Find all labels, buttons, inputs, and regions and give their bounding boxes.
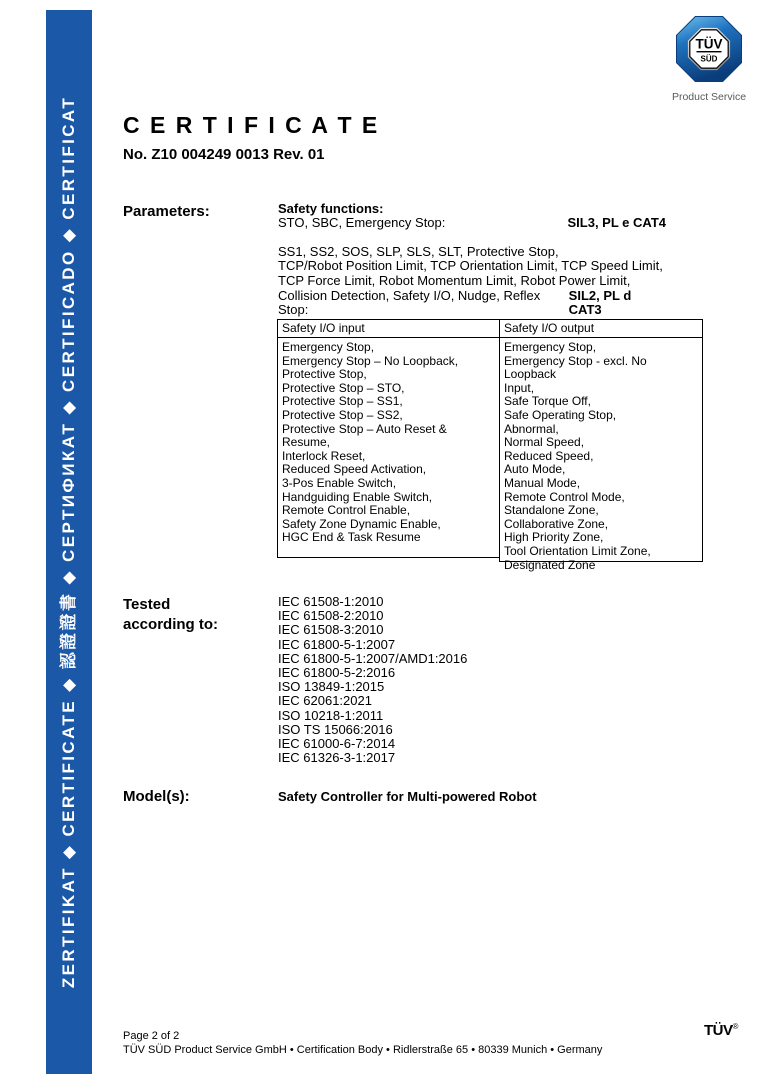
list-item: Designated Zone: [504, 557, 596, 572]
footer-tuv-mark: [704, 1022, 738, 1039]
list-item: Emergency Stop - excl. No Loopback: [504, 353, 647, 382]
footer-tuv-text: TÜV: [704, 1022, 733, 1039]
list-item: Protective Stop – SS1,: [282, 394, 403, 409]
list-item: Protective Stop,: [282, 367, 367, 382]
list-item: IEC 61000-6-7:2014: [278, 736, 396, 752]
list-item: Safe Torque Off,: [504, 394, 591, 409]
list-item: Remote Control Enable,: [282, 503, 411, 518]
safety-io-table: [277, 319, 703, 572]
list-item: Remote Control Mode,: [504, 489, 625, 504]
tested-label-line-1: Tested: [123, 596, 171, 613]
list-item: IEC 61800-5-1:2007: [278, 636, 396, 652]
logo-caption: Product Service: [671, 91, 747, 103]
list-item: Protective Stop – SS2,: [282, 407, 403, 422]
tuv-sud-logo: [676, 16, 742, 82]
list-item: Emergency Stop,: [282, 340, 375, 354]
list-item: Standalone Zone,: [504, 503, 599, 518]
list-item: ISO 10218-1:2011: [278, 707, 384, 723]
models-value: Safety Controller for Multi-powered Robot: [278, 789, 537, 804]
list-item: Reduced Speed Activation,: [282, 462, 427, 477]
list-item: Safe Operating Stop,: [504, 407, 617, 422]
list-item: Input,: [504, 380, 535, 395]
tuv-sud-octagon-icon: [676, 16, 742, 82]
list-item: Normal Speed,: [504, 435, 585, 450]
list-item: Reduced Speed,: [504, 448, 594, 463]
list-item: Emergency Stop,: [504, 340, 597, 354]
certificate-number: No. Z10 004249 0013 Rev. 01: [123, 146, 325, 163]
io-input-header-cell: Safety I/O input: [277, 319, 500, 338]
list-item: Interlock Reset,: [282, 448, 366, 463]
safety-functions-paragraph: [278, 245, 678, 289]
list-item: Collaborative Zone,: [504, 516, 609, 531]
io-output-list-cell: [499, 337, 703, 572]
io-input-list-cell: [277, 337, 500, 558]
safety-functions-heading: Safety functions:: [278, 201, 384, 216]
logo-sued-text: SÜD: [700, 54, 718, 64]
list-item: High Priority Zone,: [504, 530, 604, 545]
footer-company-line: TÜV SÜD Product Service GmbH • Certification Body • Ridlerstraße 65 • 80339 Munich • Germany: [123, 1044, 603, 1056]
list-item: Protective Stop – Auto Reset & Resume,: [282, 421, 447, 450]
list-item: Handguiding Enable Switch,: [282, 489, 433, 504]
safety-functions-line-last-text: Collision Detection, Safety I/O, Nudge, Reflex Stop:: [278, 287, 541, 317]
registered-trademark-symbol: ®: [732, 1022, 738, 1031]
list-item: Emergency Stop – No Loopback,: [282, 353, 459, 368]
parameters-label: Parameters:: [123, 203, 210, 220]
list-item: Safety Zone Dynamic Enable,: [282, 516, 441, 531]
footer-page-number: Page 2 of 2: [123, 1030, 180, 1042]
list-item: TCP/Robot Position Limit, TCP Orientation Limit, TCP Speed Limit,: [278, 258, 663, 273]
list-item: IEC 62061:2021: [278, 693, 372, 709]
safety-functions-line-1: [278, 216, 666, 231]
list-item: Auto Mode,: [504, 462, 566, 477]
standards-list: [278, 595, 467, 765]
list-item: IEC 61508-3:2010: [278, 622, 384, 638]
side-band-multilingual-text: ZERTIFIKAT ◆ CERTIFICATE ◆ 認證證書 ◆ СЕРТИФИКАТ ◆ CERTIFICADO ◆ CERTIFICAT: [59, 95, 78, 989]
tested-according-label: [123, 595, 218, 635]
certificate-title: C E R T I F I C A T E: [123, 112, 380, 138]
list-item: Tool Orientation Limit Zone,: [504, 543, 651, 558]
list-item: Protective Stop – STO,: [282, 380, 405, 395]
list-item: IEC 61800-5-2:2016: [278, 665, 396, 681]
list-item: Abnormal,: [504, 421, 559, 436]
list-item: 3-Pos Enable Switch,: [282, 475, 397, 490]
sil2-rating: SIL2, PL d CAT3: [568, 287, 632, 317]
models-label: Model(s):: [123, 788, 190, 805]
logo-divider-line: [697, 51, 722, 52]
list-item: TCP Force Limit, Robot Momentum Limit, Robot Power Limit,: [278, 272, 631, 288]
list-item: HGC End & Task Resume: [282, 530, 421, 545]
list-item: ISO 13849-1:2015: [278, 679, 385, 695]
tested-label-line-2: according to:: [123, 616, 219, 633]
list-item: IEC 61508-1:2010: [278, 594, 384, 609]
list-item: SS1, SS2, SOS, SLP, SLS, SLT, Protective Stop,: [278, 243, 559, 259]
sil3-rating: SIL3, PL e CAT4: [567, 214, 666, 230]
logo-tuv-text: TÜV: [695, 36, 723, 52]
list-item: IEC 61508-2:2010: [278, 608, 384, 624]
io-output-header-cell: Safety I/O output: [499, 319, 703, 338]
list-item: Manual Mode,: [504, 475, 581, 490]
list-item: ISO TS 15066:2016: [278, 721, 393, 737]
safety-functions-line-1-text: STO, SBC, Emergency Stop:: [278, 214, 446, 230]
list-item: IEC 61326-3-1:2017: [278, 750, 396, 766]
safety-functions-line-last: [278, 289, 666, 318]
list-item: IEC 61800-5-1:2007/AMD1:2016: [278, 650, 468, 666]
